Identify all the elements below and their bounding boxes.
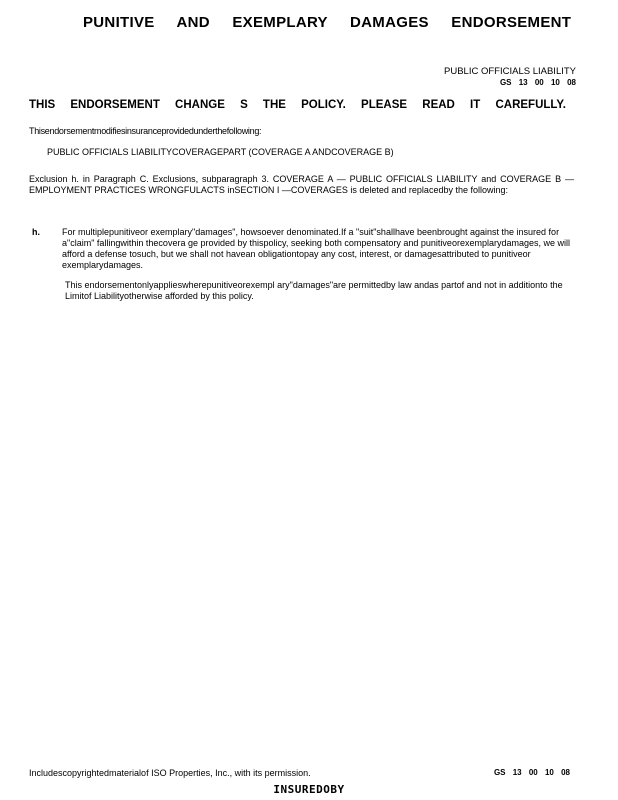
item-label: h. [32, 227, 40, 237]
coverage-part: PUBLIC OFFICIALS LIABILITYCOVERAGEPART (COVERAGE A ANDCOVERAGE B) [47, 147, 394, 157]
document-title: PUNITIVE AND EXEMPLARY DAMAGES ENDORSEMENT [83, 14, 572, 31]
exclusion-paragraph: Exclusion h. in Paragraph C. Exclusions, subparagraph 3. COVERAGE A — PUBLIC OFFICIALS LIABILITY and COVERAGE B — EMPLOYMENT PRACTICES WRONGFULACTS inSECTION I —COVERAGES is deleted and replacedby the following: [29, 174, 574, 195]
footer-form-number: GS 13 00 10 08 [493, 768, 570, 777]
header-right [444, 66, 576, 88]
footer-stamp: INSUREDOBY [273, 783, 345, 796]
intro-sentence: Thisendorsementmodifiesinsuranceprovidedunderthefollowing: [29, 126, 262, 136]
exclusion-item-h-body [32, 227, 575, 271]
form-number: GS 13 00 10 08 [499, 78, 576, 87]
footer-copyright: Includescopyrightedmaterialof ISO Properties, Inc., with its permission. [29, 768, 311, 778]
item-text: For multiplepunitiveor exemplary"damages", howsoever denominated.If a "suit"shallhave beenbrought against the insured for a"claim" fallingwithin thecovera ge provided by thispolicy, seeking both compensatory and punitiveorexemplarydamages, we will afford a defense tosuch, but we shall not havean obligationtopay any cost, interest, or damagesattributed to punitiveor exemplarydamages. [62, 227, 570, 270]
coverage-line-label: PUBLIC OFFICIALS LIABILITY [444, 66, 576, 77]
warning-notice: THIS ENDORSEMENT CHANGE S THE POLICY. PLEASE READ IT CAREFULLY. [29, 99, 566, 111]
item-text-continued: This endorsementonlyapplieswherepunitiveorexempl ary"damages"are permittedby law andas partof and not in additionto the Limitof Liabilityotherwise afforded by this policy. [65, 280, 563, 301]
exclusion-item-h [32, 227, 575, 302]
